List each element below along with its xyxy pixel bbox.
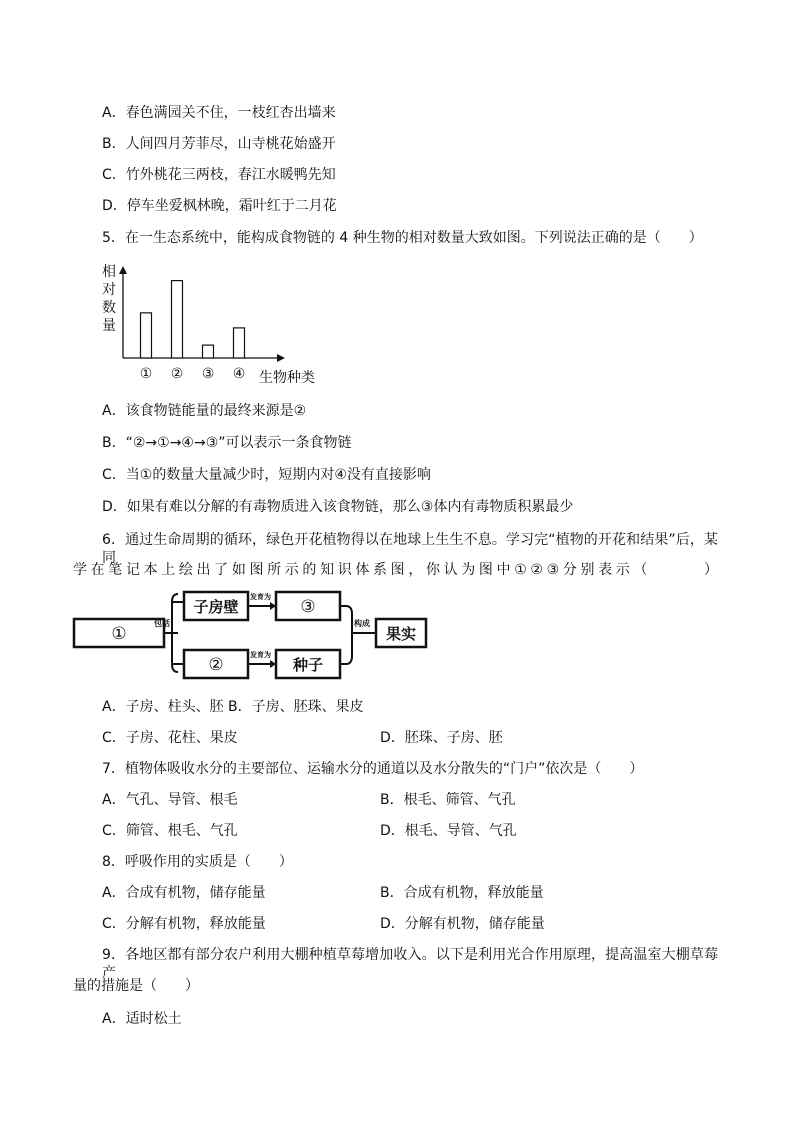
q8-option-d: D．分解有机物，储存能量 <box>380 916 545 932</box>
diagram-box-seed-label: 种子 <box>292 656 324 674</box>
q6-stem-line2: 学在笔记本上绘出了如图所示的知识体系图，你认为图中①②③分别表示（ ） <box>73 562 718 578</box>
q6-option-c: C．子房、花柱、果皮 <box>102 730 238 746</box>
q4-option-d: D．停车坐爱枫林晚，霜叶红于二月花 <box>102 198 337 214</box>
diagram-label-develop-bottom: 发育为 <box>250 651 271 659</box>
y-axis-arrow <box>119 266 127 274</box>
q9-stem-line1: 9．各地区都有部分农户利用大棚种植草莓增加收入。以下是利用光合作用原理，提高温室大棚草莓产 <box>102 947 718 981</box>
q4-option-c: C．竹外桃花三两枝，春江水暖鸭先知 <box>102 167 336 183</box>
q6-option-d: D．胚珠、子房、胚 <box>380 730 503 746</box>
q4-option-a: A．春色满园关不住，一枝红杏出墙来 <box>102 105 336 121</box>
q7-option-d: D．根毛、导管、气孔 <box>380 823 517 839</box>
q7-stem: 7．植物体吸收水分的主要部位、运输水分的通道以及水分散失的“门户”依次是（ ） <box>102 761 644 777</box>
bar-2 <box>172 281 183 358</box>
q6-knowledge-diagram <box>70 588 430 688</box>
q8-option-a: A．合成有机物，储存能量 <box>102 885 266 901</box>
diagram-box-fruit-label: 果实 <box>385 625 417 643</box>
bar-3 <box>203 345 214 358</box>
diagram-label-include: 包括 <box>154 619 170 628</box>
diagram-box-ovary-wall-label: 子房壁 <box>193 598 239 616</box>
diagram-box-1-label: ① <box>111 624 127 644</box>
q5-option-d: D．如果有难以分解的有毒物质进入该食物链，那么③体内有毒物质积累最少 <box>102 499 574 515</box>
diagram-box-3-label: ③ <box>300 597 316 617</box>
q5-bar-chart <box>95 258 335 388</box>
q8-stem: 8．呼吸作用的实质是（ ） <box>102 854 293 870</box>
diagram-label-form: 构成 <box>354 619 370 628</box>
q5-stem: 5．在一生态系统中，能构成食物链的 4 种生物的相对数量大致如图。下列说法正确的是（ ） <box>102 230 703 246</box>
q6-option-ab: A．子房、柱头、胚 B．子房、胚珠、果皮 <box>102 699 364 715</box>
q9-stem-line2: 量的措施是（ ） <box>73 978 199 994</box>
bar-1 <box>141 313 152 358</box>
q7-option-c: C．筛管、根毛、气孔 <box>102 823 238 839</box>
x-tick-label-1: ① <box>139 366 153 382</box>
q7-option-b: B．根毛、筛管、气孔 <box>380 792 516 808</box>
diagram-label-develop-top: 发育为 <box>250 593 271 601</box>
q8-option-b: B．合成有机物，释放能量 <box>380 885 544 901</box>
q5-option-a: A．该食物链能量的最终来源是② <box>102 403 307 419</box>
q5-option-b: B．“②→①→④→③”可以表示一条食物链 <box>102 435 352 451</box>
q5-option-c: C．当①的数量大量减少时，短期内对④没有直接影响 <box>102 467 431 483</box>
x-axis-arrow <box>277 354 285 362</box>
q6-stem-line1: 6．通过生命周期的循环，绿色开花植物得以在地球上生生不息。学习完“植物的开花和结果”后，某同 <box>102 532 718 566</box>
y-axis-label: 相对数量 <box>102 264 116 334</box>
q8-option-c: C．分解有机物，释放能量 <box>102 916 266 932</box>
q4-option-b: B．人间四月芳菲尽，山寺桃花始盛开 <box>102 136 336 152</box>
x-tick-label-4: ④ <box>232 366 246 382</box>
bar-4 <box>234 328 245 358</box>
q9-option-a: A．适时松土 <box>102 1011 182 1027</box>
q7-option-a: A．气孔、导管、根毛 <box>102 792 238 808</box>
x-tick-label-3: ③ <box>201 366 215 382</box>
diagram-box-2-label: ② <box>208 655 224 675</box>
x-axis-label: 生物种类 <box>259 370 315 386</box>
x-tick-label-2: ② <box>170 366 184 382</box>
